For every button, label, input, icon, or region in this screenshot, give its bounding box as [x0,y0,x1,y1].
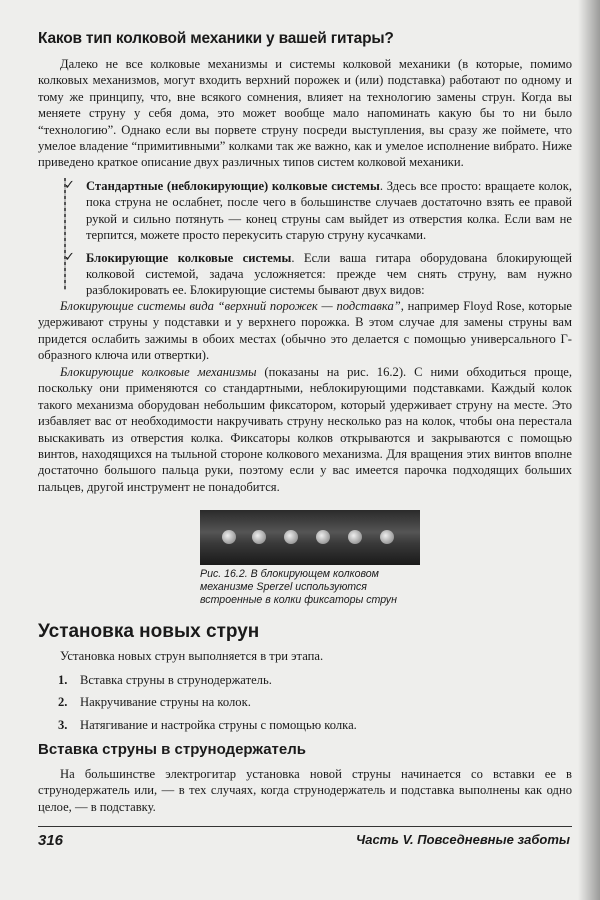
list-item [58,672,357,688]
step-text: Натягивание и настройка струны с помощью колка. [80,717,357,732]
new-strings-intro: Установка новых струн выполняется в три этапа. [60,649,324,663]
intro-paragraph: Далеко не все колковые механизмы и системы колковой механики (в которые, помимо колковых механизмов, могут входить верхний порожек и (или) подставка) работают по одному и тому же принципу, что, вне всякого сомнения, влияет на технологию замены струн. Когда вы меняете струну у себя дома, это может вообще мало напоминать какую бы то ни было “технологию”. Однако если вы порвете струну посреди выступления, вы сразу же поймете, что умелое владение “примитивными” колками так же важно, как и умелое исполнение вибрато. Ниже приведено краткое описание двух различных типов систем колковой механики. [38,57,572,170]
footer-divider [38,826,572,827]
locking-pegs-paragraph [38,364,572,495]
figure-caption: Рис. 16.2. В блокирующем колковом механизме Sperzel используются встроенные в колки фиксаторы струн [200,568,397,606]
top-nut-paragraph [38,298,572,364]
chapter-heading: Установка новых струн [38,621,260,642]
list-item [64,178,572,244]
bullet-text: . Если ваша гитара оборудована блокирующей колковой системой, задача усложняется: прежде чем снять струну, вам нужно разблокировать ее. Блокирующие системы бывают двух видов: [86,250,572,298]
checkmark-icon: ✓ [64,249,75,265]
step-number: 2. [58,695,68,710]
list-item [64,250,572,299]
section-title: Каков тип колковой механики у вашей гитары? [38,30,394,47]
bullet-title: Блокирующие колковые системы [86,250,292,265]
running-footer-part-title: Часть V. Повседневные заботы [356,832,570,847]
page-edge-shadow [578,0,600,900]
tuner-peg-image [252,530,266,544]
subsection-title: Вставка струны в струнодержатель [38,741,306,758]
top-nut-text: , например Floyd Rose, которые удерживают струны у подставки и у верхнего порожка. В этом случае для замены струны вам придется ослабить зажимы в обоих местах (обычно это делается с помощью универсального Г-образного ключа или отвертки). [38,299,572,363]
tuner-peg-image [348,530,362,544]
tuner-peg-image [222,530,236,544]
list-item [58,694,357,710]
step-number: 1. [58,673,68,687]
step-text: Накручивание струны на колок. [80,695,251,710]
figure-locking-tuners-photo [200,510,420,565]
lock-types-list [64,178,572,305]
subsection-paragraph: На большинстве электрогитар установка новой струны начинается со вставки ее в струнодержатель или, — в тех случаях, когда струнодержатель и подставка выполнены как одно целое, — в подставку. [38,767,572,814]
page-number: 316 [38,832,64,849]
checkmark-icon: ✓ [64,178,75,193]
locking-pegs-text: (показаны на рис. 16.2). С ними обходиться проще, поскольку они применяются со стандартными, неблокирующими подставками. Каждый колок такого механизма оборудован небольшим фиксатором, который удерживает струну на месте. Это избавляет вас от необходимости накручивать струну несколько раз на колок, чтобы она перестала выскакивать из отверстия колка. Фиксаторы колков открываются и закрываются с помощью винтов, находящихся на тыльной стороне колкового механизма. Для вращения этих винтов вполне достаточно большого пальца руки, поэтому если у вас имеется парочка подходящих больших пальцев, другой инструмент не понадобится. [38,365,573,494]
steps-list [58,672,357,739]
tuner-peg-image [284,530,298,544]
top-nut-lead: Блокирующие системы вида “верхний порожек — подставка” [60,299,401,313]
bullet-text: . Здесь все просто: вращаете колок, пока струна не ослабнет, после чего в большинстве случаев достаточно взять ее правой рукой и сильно потянуть — конец струны сам выйдет из отверстия колка. Если вам не терпится, можете просто перекусить старую струну кусачками. [86,179,572,243]
list-item [58,717,357,733]
tuner-peg-image [316,530,330,544]
tuner-peg-image [380,530,394,544]
step-text: Вставка струны в струнодержатель. [80,673,272,687]
bullet-title: Стандартные (неблокирующие) колковые системы [86,179,380,193]
step-number: 3. [58,717,68,732]
locking-pegs-lead: Блокирующие колковые механизмы [60,365,257,379]
